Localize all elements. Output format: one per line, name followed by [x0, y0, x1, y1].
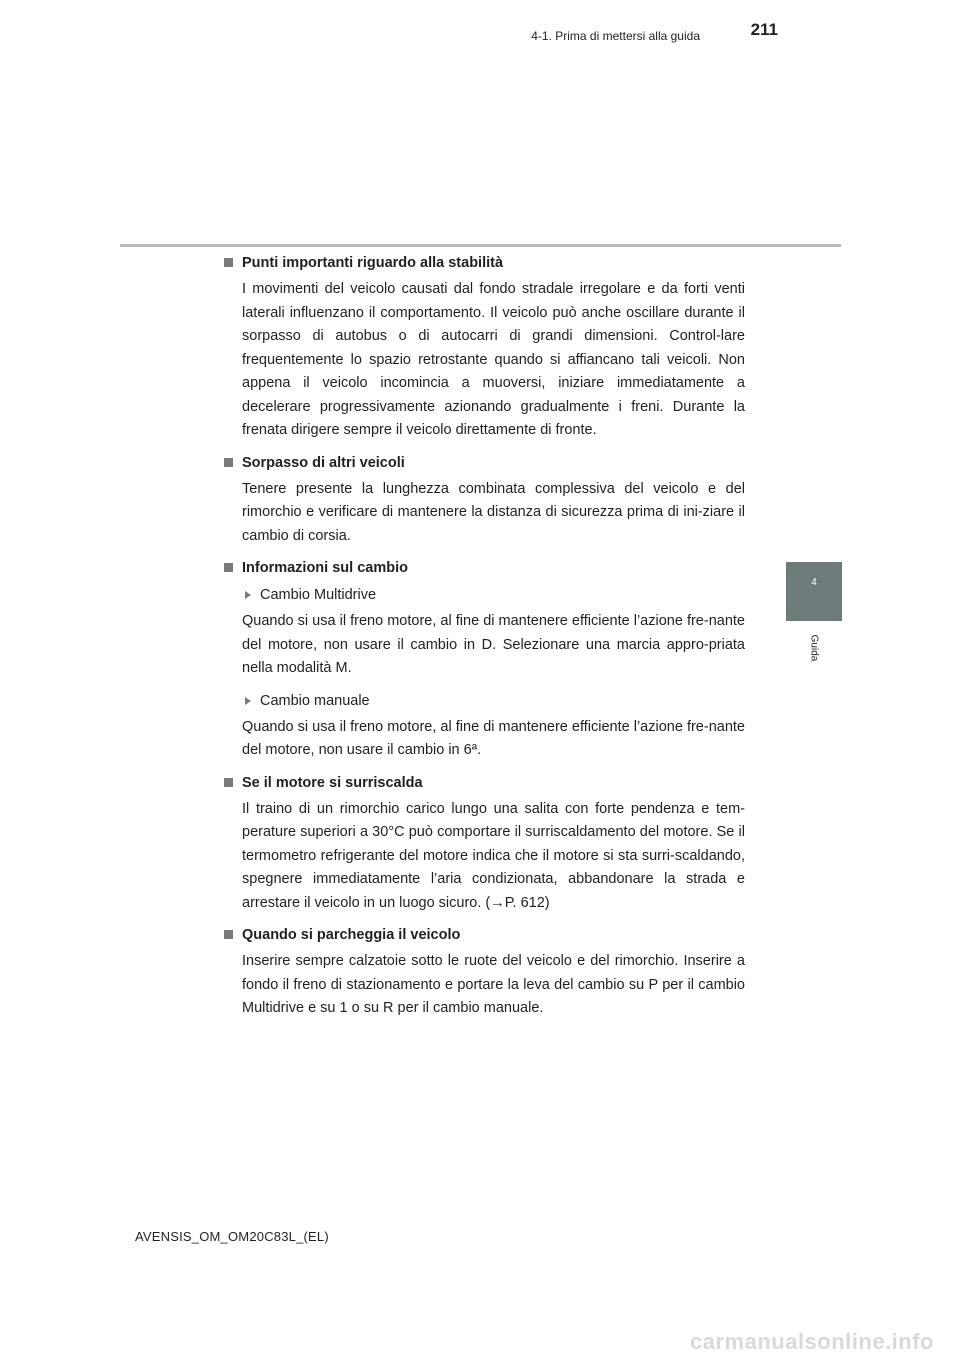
chapter-tab — [786, 562, 842, 621]
section-transmission — [223, 556, 745, 763]
chapter-number: 4 — [811, 577, 817, 588]
page-number: 211 — [750, 20, 778, 39]
section-overheating — [223, 771, 745, 916]
section-title — [223, 251, 745, 275]
watermark: carmanualsonline.info — [690, 1329, 934, 1354]
paragraph: Tenere presente la lunghezza combinata complessiva del veicolo e del rimorchio e verificare di mantenere la distanza di sicurezza prima di ini-ziare il cambio di corsia. — [242, 480, 745, 544]
paragraph: Inserire sempre calzatoie sotto le ruote del veicolo e del rimorchio. Inserire a fondo il freno di stazionamento e portare la leva del cambio su P per il cambio Multidrive e su 1 o su R per il cambio manuale. — [242, 953, 745, 1016]
sub-item-label: Cambio manuale — [260, 692, 370, 709]
section-title-text: Quando si parcheggia il veicolo — [242, 927, 461, 943]
section-title-text: Informazioni sul cambio — [242, 560, 408, 576]
section-stability — [223, 251, 745, 443]
square-bullet-icon — [224, 778, 233, 787]
chapter-label-box — [786, 626, 842, 686]
section-title-text: Punti importanti riguardo alla stabilità — [242, 255, 504, 271]
paragraph: Quando si usa il freno motore, al fine di mantenere efficiente l’azione fre-nante del motore, non usare il cambio in D. Selezionare una marcia appro-priata nella modalità M. — [242, 613, 745, 676]
paragraph: Il traino di un rimorchio carico lungo una salita con forte pendenza e tem-perature superiori a 30°C può comportare il surriscaldamento del motore. Se il termometro refrigerante del motore indica che il motore si sta surri-scaldando, spegnere immediatamente l’aria condizionata, abbandonare la strada e arrestare il veicolo in un luogo sicuro. (→P. 612) — [242, 800, 745, 911]
page-content — [223, 251, 745, 1026]
triangle-bullet-icon — [245, 697, 251, 705]
paragraph: Quando si usa il freno motore, al fine di mantenere efficiente l’azione fre-nante del motore, non usare il cambio in 6ª. — [242, 718, 745, 758]
section-title-text: Se il motore si surriscalda — [242, 774, 423, 791]
header-rule — [120, 244, 841, 247]
square-bullet-icon — [224, 930, 233, 939]
sub-item-manual — [223, 689, 745, 713]
square-bullet-icon — [224, 258, 233, 267]
running-header-section: 4-1. Prima di mettersi alla guida — [531, 29, 700, 43]
triangle-bullet-icon — [245, 591, 251, 599]
chapter-label: Guida — [808, 634, 820, 662]
paragraph: I movimenti del veicolo causati dal fondo stradale irregolare e da forti venti laterali influenzano il comportamento. Il veicolo può anche oscillare durante il sorpasso di autobus o di autocarri di grandi dimensioni. Control-lare frequentemente lo spazio retrostante quando si affiancano tali veicoli. Non appena il veicolo incomincia a muoversi, iniziare immediatamente a decelerare progressivamente azionando gradualmente i freni. Durante la frenata dirigere sempre il veicolo direttamente di fronte. — [242, 281, 745, 438]
section-title — [223, 923, 745, 947]
section-title — [223, 556, 745, 580]
section-title — [223, 451, 745, 475]
sub-item-label: Cambio Multidrive — [260, 587, 377, 603]
square-bullet-icon — [224, 563, 233, 572]
section-parking — [223, 923, 745, 1021]
document-code: AVENSIS_OM_OM20C83L_(EL) — [135, 1229, 329, 1244]
section-title-text: Sorpasso di altri veicoli — [242, 454, 405, 471]
section-title — [223, 771, 745, 795]
square-bullet-icon — [224, 458, 233, 467]
section-overtaking — [223, 451, 745, 549]
sub-item-multidrive — [223, 583, 745, 607]
